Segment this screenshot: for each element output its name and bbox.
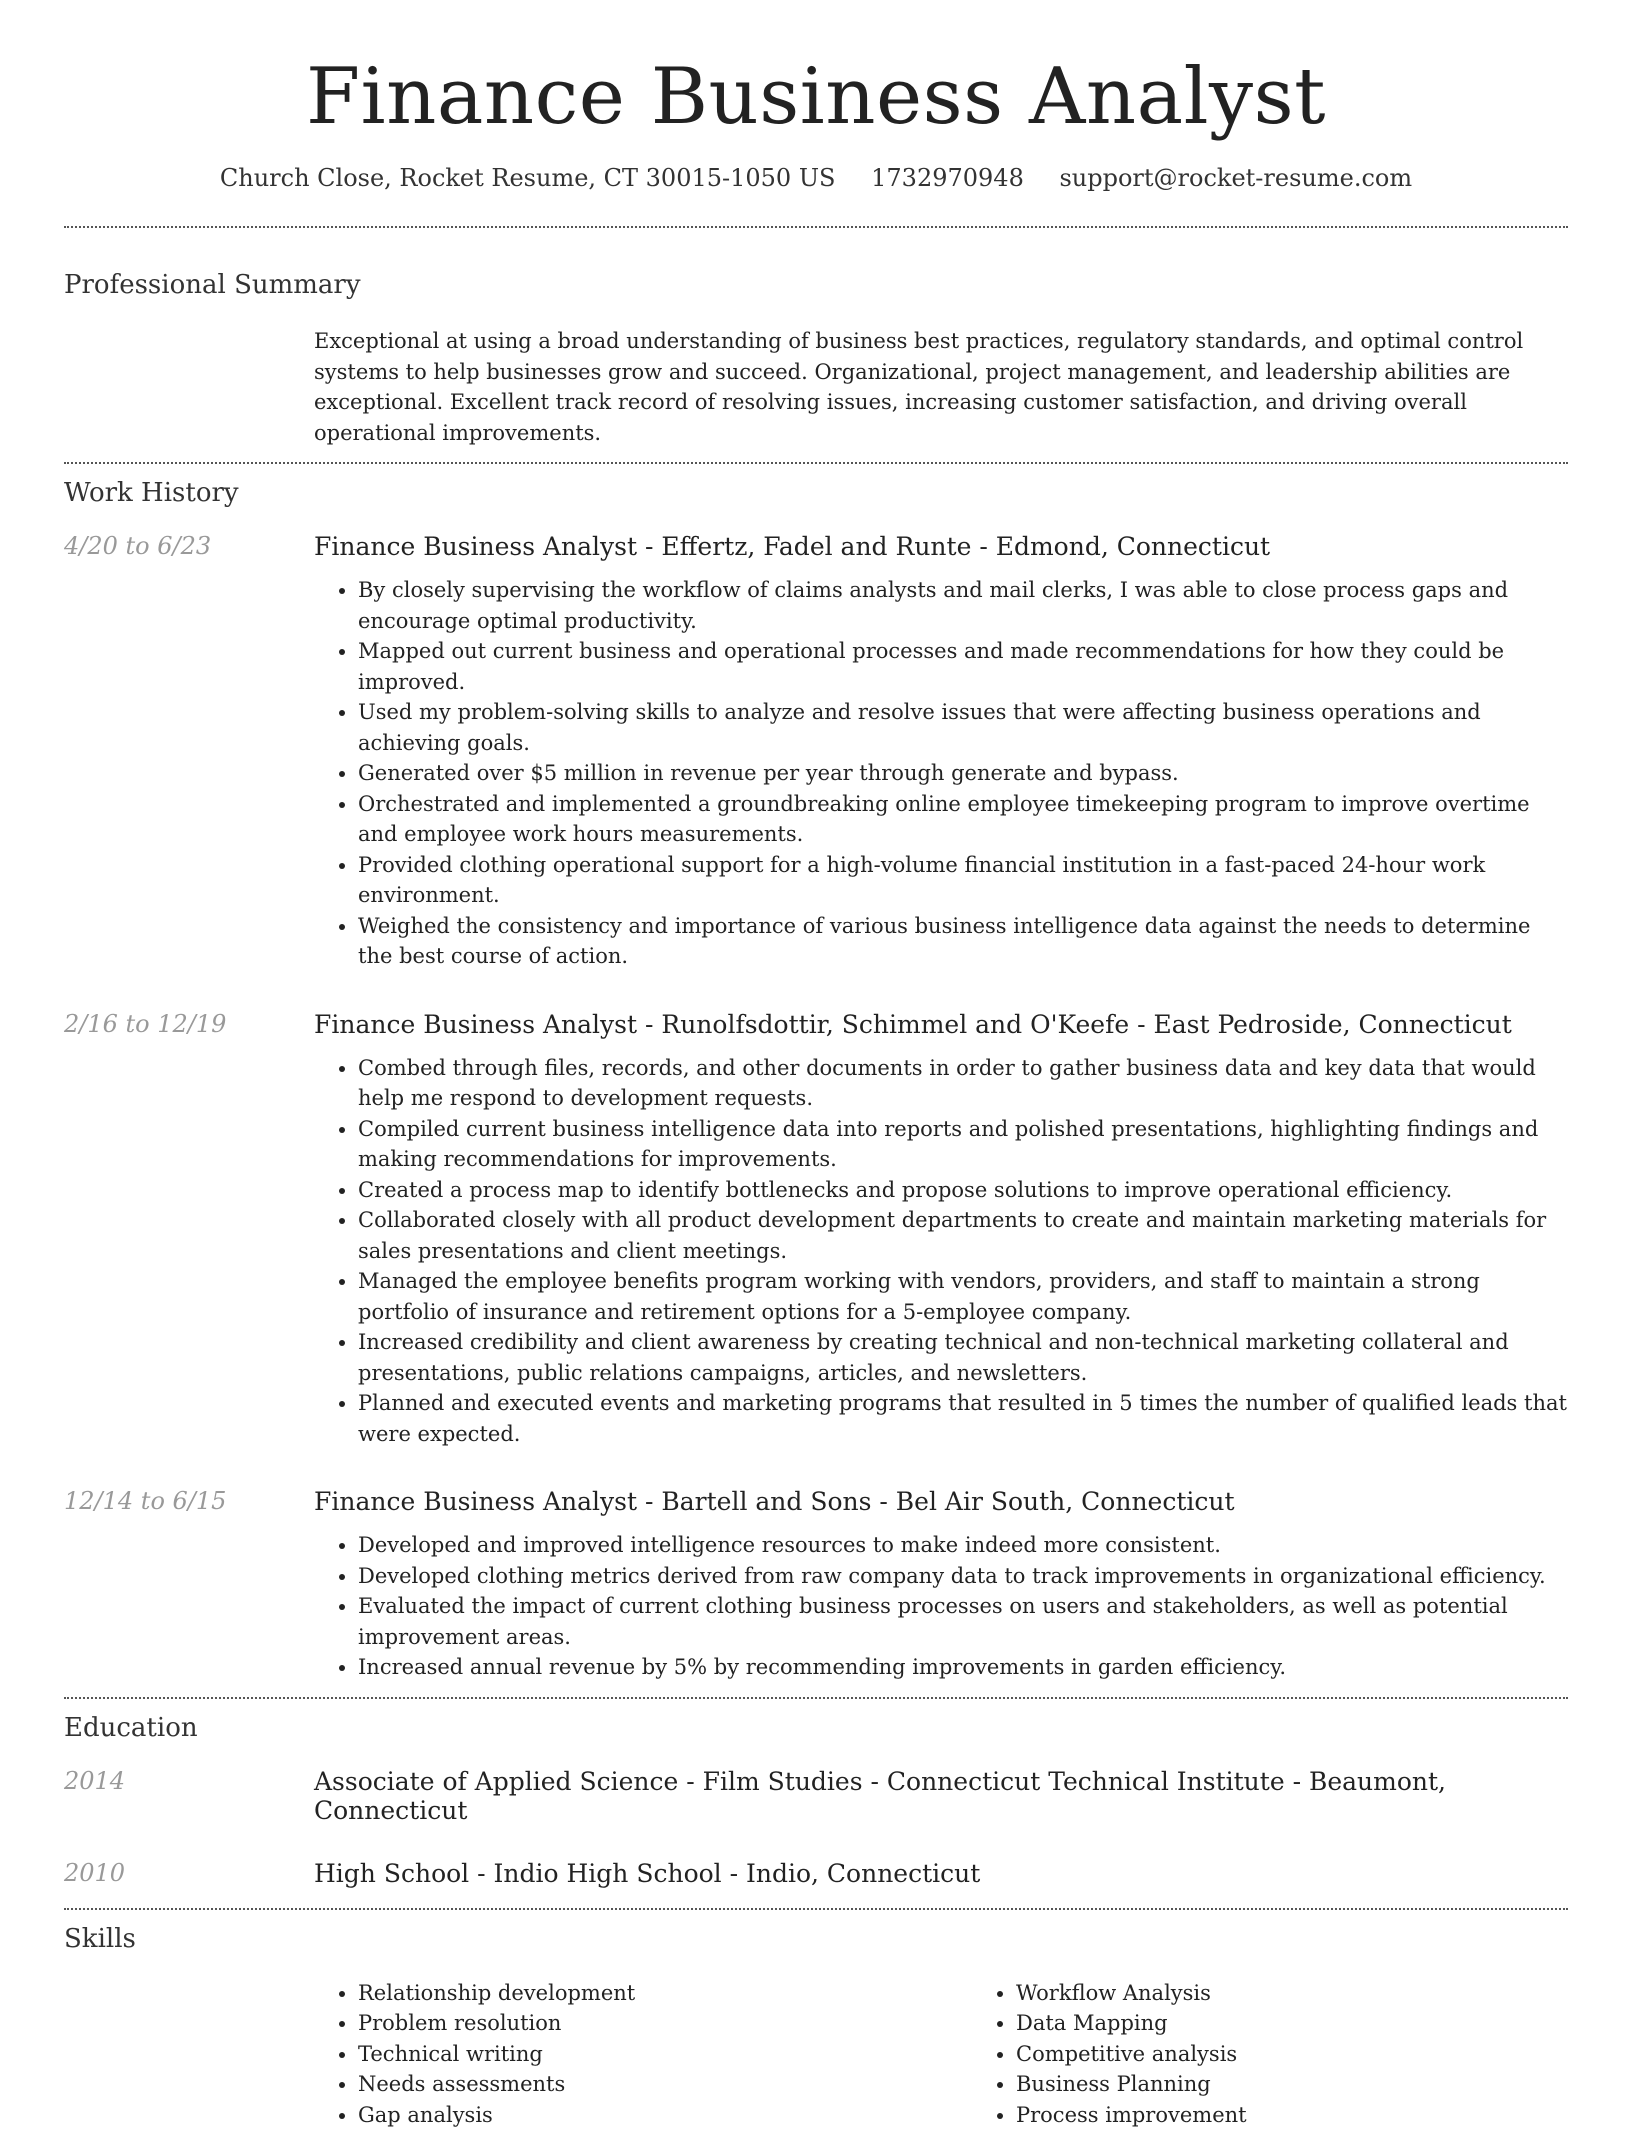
education-degree: High School - Indio High School - Indio, Connecticut: [314, 1859, 1568, 1888]
divider: [64, 1697, 1568, 1699]
summary-row: [64, 326, 1568, 448]
job-bullet: • Used my problem-solving skills to analyze and resolve issues that were affecting business operations and achieving goals.: [358, 697, 1568, 758]
divider: [64, 1908, 1568, 1910]
skill-item: • Business Planning: [1016, 2069, 1630, 2100]
job-bullets: [314, 1530, 1568, 1683]
job-bullet: • Weighed the consistency and importance of various business intelligence data against the needs to determine the best course of action.: [358, 911, 1568, 972]
contact-line: [64, 164, 1568, 192]
job-bullet: • Combed through files, records, and other documents in order to gather business data and key data that would help me respond to development requests.: [358, 1053, 1568, 1114]
job-bullet: • Increased credibility and client awareness by creating technical and non-technical marketing collateral and presentations, public relations campaigns, articles, and newsletters.: [358, 1327, 1568, 1388]
job-bullet: • Generated over $5 million in revenue per year through generate and bypass.: [358, 758, 1568, 789]
job-entry: [64, 1487, 1568, 1683]
job-title: Finance Business Analyst - Bartell and Sons - Bel Air South, Connecticut: [314, 1487, 1568, 1516]
job-bullet: • Mapped out current business and operational processes and made recommendations for how they could be improved.: [358, 636, 1568, 697]
skill-item: • Relationship development: [358, 1978, 972, 2009]
job-bullet: • Increased annual revenue by 5% by recommending improvements in garden efficiency.: [358, 1652, 1568, 1683]
job-bullets: [314, 575, 1568, 972]
job-bullet: • Developed clothing metrics derived from raw company data to track improvements in organizational efficiency.: [358, 1561, 1568, 1592]
job-bullet: • Evaluated the impact of current clothing business processes on users and stakeholders, as well as potential improvement areas.: [358, 1591, 1568, 1652]
education-degree: Associate of Applied Science - Film Studies - Connecticut Technical Institute - Beaumont, Connecticut: [314, 1767, 1568, 1825]
summary-left-spacer: [64, 326, 314, 448]
skills-list-right: [972, 1978, 1630, 2130]
job-entry: [64, 1010, 1568, 1450]
education-year: 2014: [64, 1767, 314, 1825]
education-item: [64, 1767, 1568, 1825]
summary-text: Exceptional at using a broad understanding of business best practices, regulatory standards, and optimal control systems to help businesses grow and succeed. Organizational, project management, and leadership abilities are exceptional. Excellent track record of resolving issues, increasing customer satisfaction, and driving overall operational improvements.: [314, 326, 1568, 448]
skill-item: • Data Mapping: [1016, 2008, 1630, 2039]
skill-item: • Technical writing: [358, 2039, 972, 2070]
job-dates: 4/20 to 6/23: [64, 532, 314, 561]
job-bullet: • Collaborated closely with all product development departments to create and maintain marketing materials for sales presentations and client meetings.: [358, 1205, 1568, 1266]
education-year: 2010: [64, 1859, 314, 1888]
skills-row: [64, 1978, 1568, 2130]
resume-page: [64, 0, 1568, 2130]
skill-item: • Competitive analysis: [1016, 2039, 1630, 2070]
job-bullet: • Planned and executed events and marketing programs that resulted in 5 times the number of qualified leads that were expected.: [358, 1388, 1568, 1449]
skill-item: • Workflow Analysis: [1016, 1978, 1630, 2009]
contact-phone: 1732970948: [871, 164, 1024, 192]
resume-name: Finance Business Analyst: [64, 0, 1568, 142]
job-entry: [64, 532, 1568, 972]
job-bullet: • Developed and improved intelligence resources to make indeed more consistent.: [358, 1530, 1568, 1561]
skill-item: • Process improvement: [1016, 2100, 1630, 2130]
job-title: Finance Business Analyst - Effertz, Fadel and Runte - Edmond, Connecticut: [314, 532, 1568, 561]
job-bullet: • Compiled current business intelligence data into reports and polished presentations, highlighting findings and making recommendations for improvements.: [358, 1114, 1568, 1175]
education-title: Education: [64, 1713, 1568, 1743]
work-history-title: Work History: [64, 478, 1568, 508]
contact-address: Church Close, Rocket Resume, CT 30015-1050 US: [220, 164, 836, 192]
skill-item: • Needs assessments: [358, 2069, 972, 2100]
divider: [64, 462, 1568, 464]
job-bullets: [314, 1053, 1568, 1450]
job-bullet: • Managed the employee benefits program working with vendors, providers, and staff to maintain a strong portfolio of insurance and retirement options for a 5-employee company.: [358, 1266, 1568, 1327]
education-item: [64, 1859, 1568, 1888]
job-bullet: • By closely supervising the workflow of claims analysts and mail clerks, I was able to close process gaps and encourage optimal productivity.: [358, 575, 1568, 636]
skill-item: • Problem resolution: [358, 2008, 972, 2039]
divider: [64, 226, 1568, 228]
skills-title: Skills: [64, 1924, 1568, 1954]
job-dates: 2/16 to 12/19: [64, 1010, 314, 1039]
job-dates: 12/14 to 6/15: [64, 1487, 314, 1516]
skills-list-left: [314, 1978, 972, 2130]
job-bullet: • Created a process map to identify bottlenecks and propose solutions to improve operational efficiency.: [358, 1175, 1568, 1206]
skill-item: • Gap analysis: [358, 2100, 972, 2130]
contact-email: support@rocket-resume.com: [1059, 164, 1412, 192]
summary-title: Professional Summary: [64, 270, 1568, 300]
job-bullet: • Provided clothing operational support for a high-volume financial institution in a fast-paced 24-hour work environment.: [358, 850, 1568, 911]
job-title: Finance Business Analyst - Runolfsdottir, Schimmel and O'Keefe - East Pedroside, Connecticut: [314, 1010, 1568, 1039]
job-bullet: • Orchestrated and implemented a groundbreaking online employee timekeeping program to improve overtime and employee work hours measurements.: [358, 789, 1568, 850]
